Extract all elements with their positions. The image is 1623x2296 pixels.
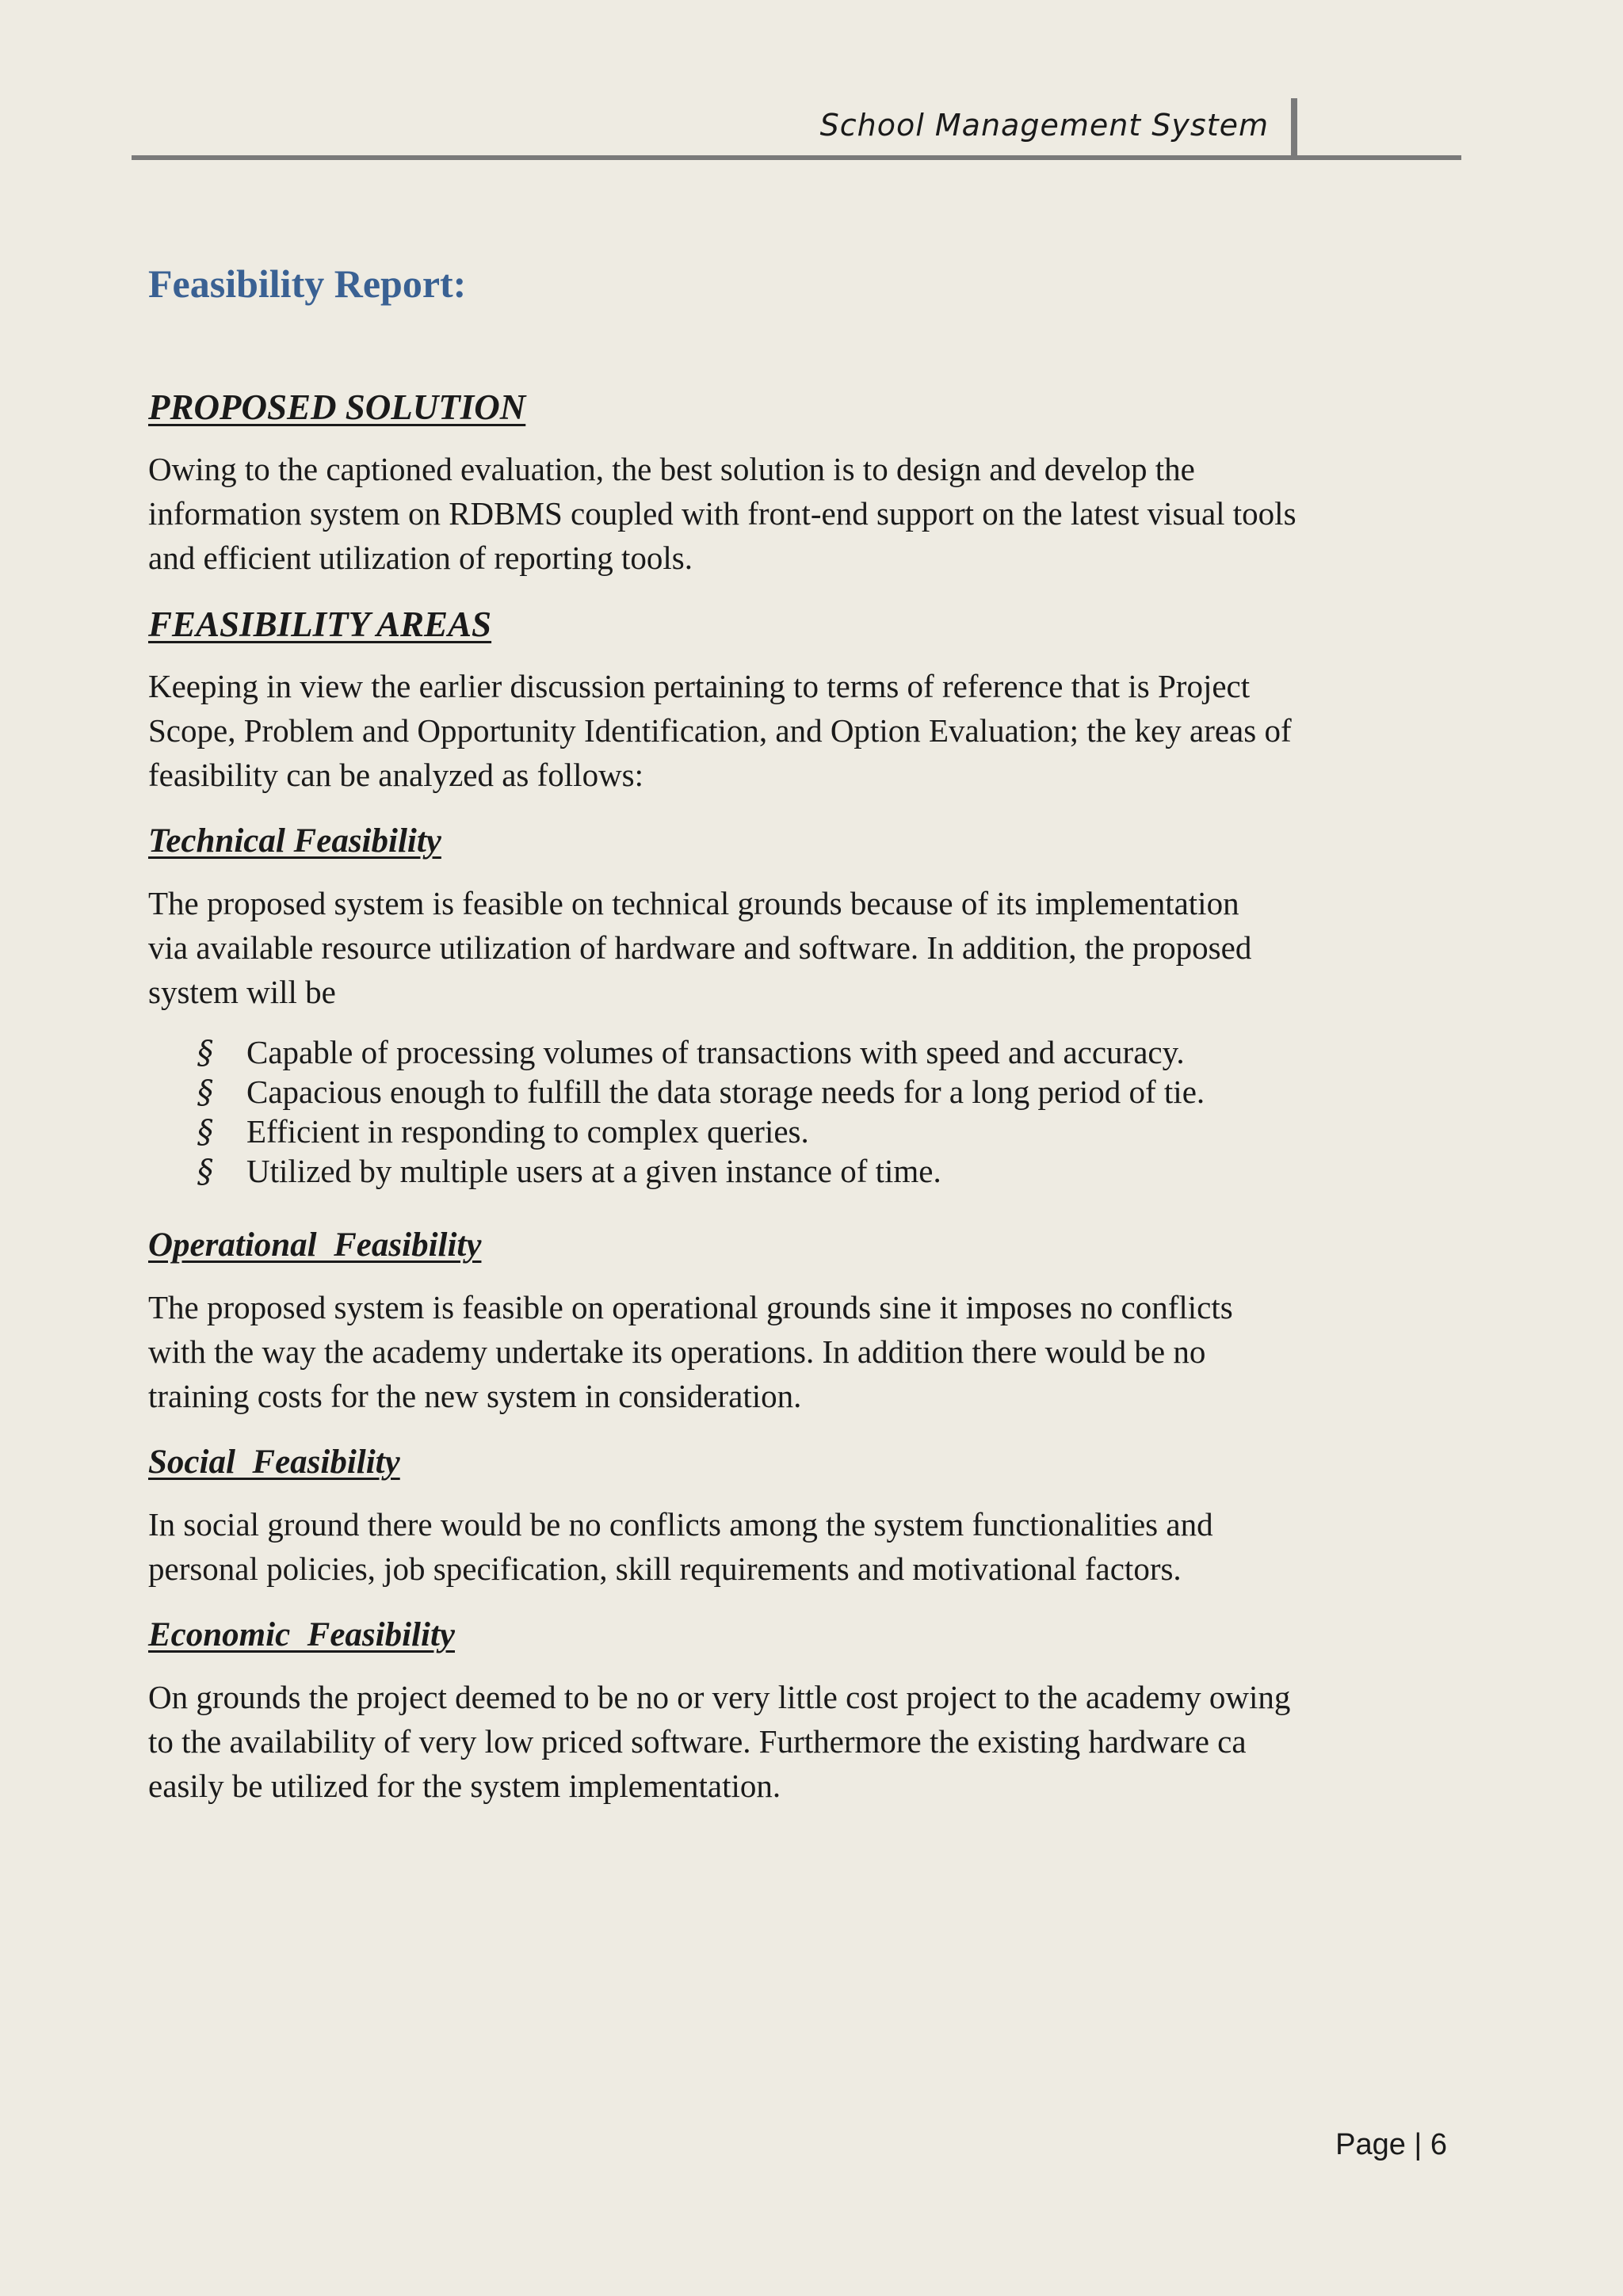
technical-feasibility-paragraph: The proposed system is feasible on technical grounds because of its implementation via available resource utilization of hardware and software. In addition, the proposed system will be: [148, 885, 1252, 1010]
list-item-text: Utilized by multiple users at a given instance of time.: [246, 1153, 941, 1189]
header-title: School Management System: [819, 108, 1269, 143]
economic-feasibility-heading: Economic Feasibility: [148, 1616, 455, 1653]
list-item-text: Efficient in responding to complex queries.: [246, 1113, 809, 1150]
bullet-icon: §: [197, 1114, 213, 1150]
bullet-icon: §: [197, 1154, 213, 1190]
list-item: [197, 1152, 1480, 1192]
feasibility-areas-heading: FEASIBILITY AREAS: [148, 605, 492, 644]
list-item-text: Capacious enough to fulfill the data storage needs for a long period of tie.: [246, 1074, 1205, 1110]
report-title: Feasibility Report:: [148, 261, 467, 306]
social-feasibility-heading: Social Feasibility: [148, 1444, 400, 1481]
bullet-icon: §: [197, 1035, 213, 1071]
document-body: [148, 257, 1480, 1827]
operational-feasibility-heading: Operational Feasibility: [148, 1226, 482, 1264]
feasibility-areas-paragraph: Keeping in view the earlier discussion pertaining to terms of reference that is Project Scope, Problem and Opportunity Identification, and Option Evaluation; the key areas of feasibility can be analyzed as follows:: [148, 668, 1292, 793]
page-number: Page | 6: [1335, 2128, 1447, 2161]
proposed-solution-heading: PROPOSED SOLUTION: [148, 387, 526, 427]
technical-feasibility-list: [148, 1033, 1480, 1192]
technical-feasibility-heading: Technical Feasibility: [148, 822, 441, 860]
header-vertical-rule: [1291, 98, 1297, 156]
header-horizontal-rule: [132, 155, 1461, 160]
list-item: [197, 1033, 1480, 1073]
list-item-text: Capable of processing volumes of transactions with speed and accuracy.: [246, 1034, 1185, 1070]
economic-feasibility-paragraph: On grounds the project deemed to be no or very little cost project to the academy owing to the availability of very low priced software. Furthermore the existing hardware ca easily be utilized for the system implementation.: [148, 1679, 1291, 1804]
bullet-icon: §: [197, 1074, 213, 1111]
operational-feasibility-paragraph: The proposed system is feasible on operational grounds sine it imposes no conflicts with the way the academy undertake its operations. In addition there would be no training costs for the new system in consideration.: [148, 1289, 1233, 1414]
proposed-solution-paragraph: Owing to the captioned evaluation, the best solution is to design and develop the information system on RDBMS coupled with front-end support on the latest visual tools and efficient utilization of reporting tools.: [148, 451, 1296, 576]
social-feasibility-paragraph: In social ground there would be no conflicts among the system functionalities and personal policies, job specification, skill requirements and motivational factors.: [148, 1506, 1213, 1587]
list-item: [197, 1073, 1480, 1112]
list-item: [197, 1112, 1480, 1152]
